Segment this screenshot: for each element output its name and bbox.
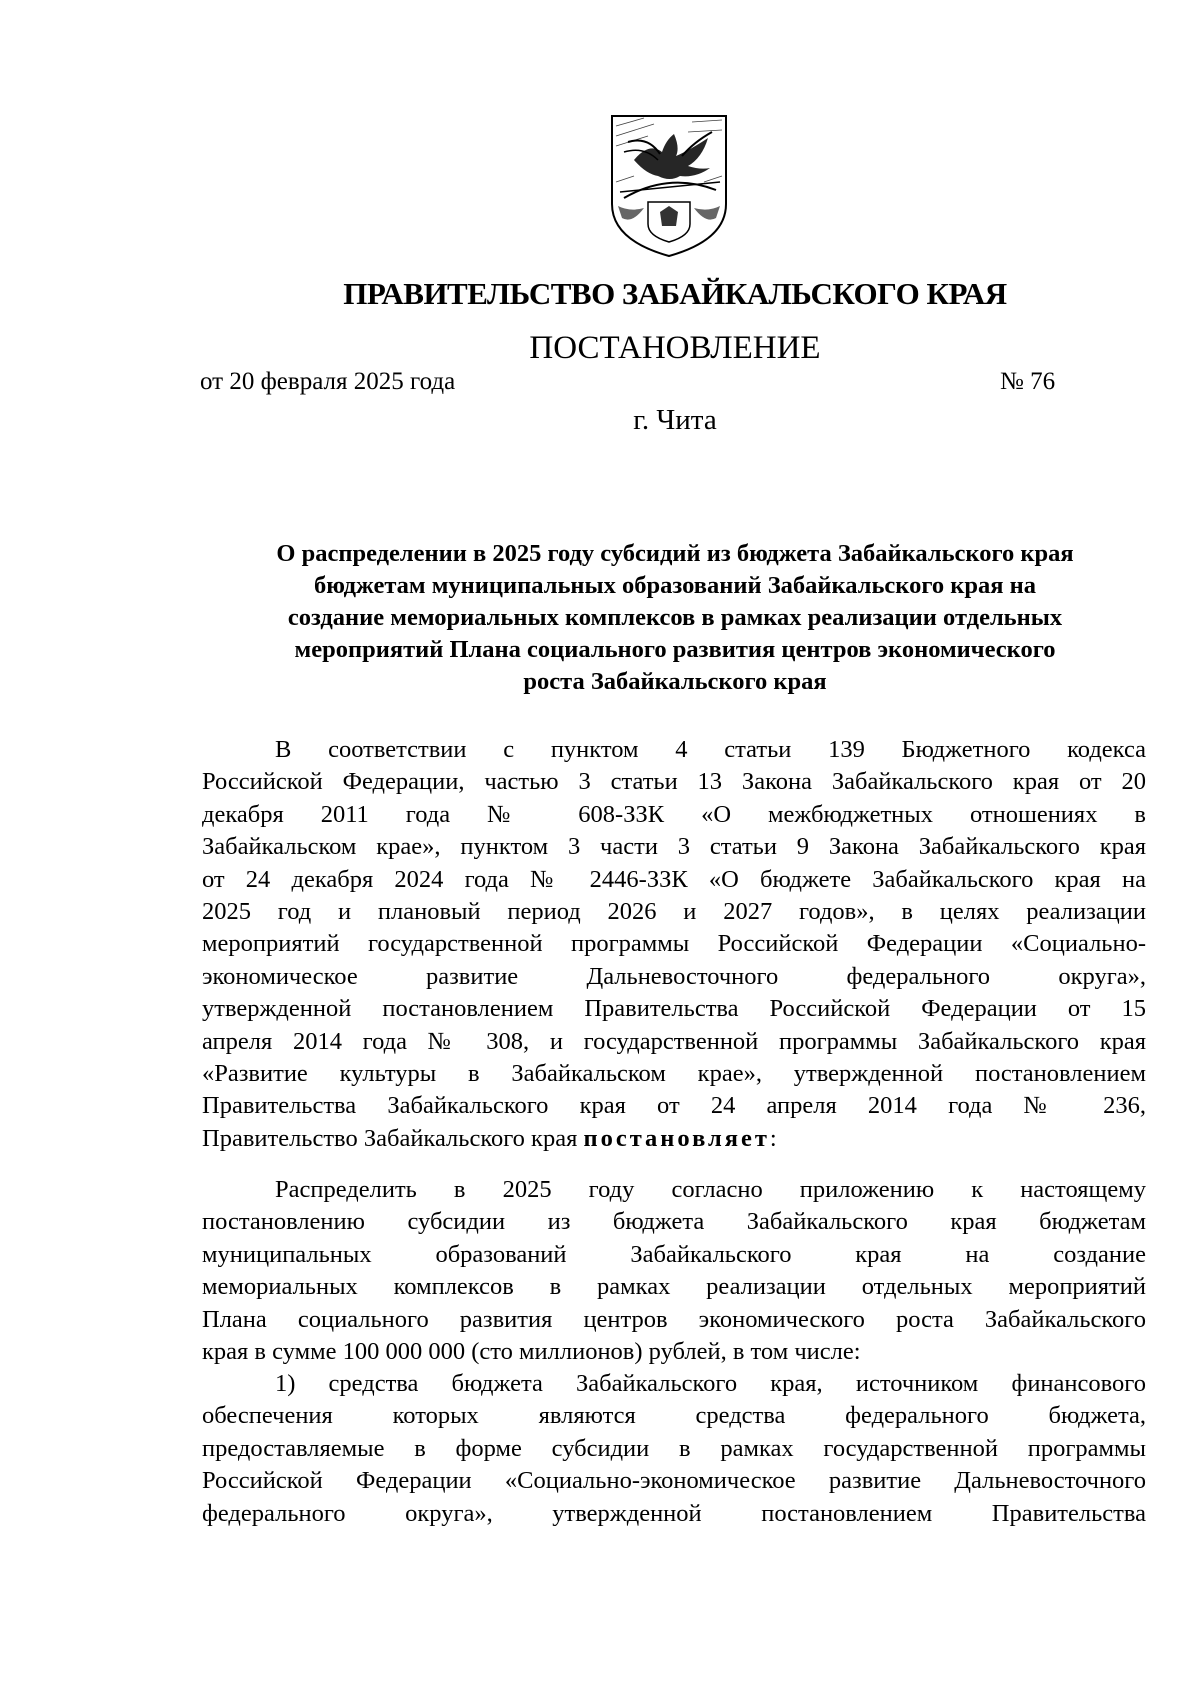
text-line: от 24 декабря 2024 года № 2446-ЗЗК «О бюджете Забайкальского края на bbox=[202, 865, 1146, 893]
paragraph-preamble bbox=[202, 734, 1146, 1155]
decree-verb: постановляет bbox=[583, 1124, 770, 1152]
text-line: Правительства Забайкальского края от 24 апреля 2014 года № 236, bbox=[202, 1092, 1146, 1120]
document-number: № 76 bbox=[1000, 368, 1056, 395]
text-line: 2025 год и плановый период 2026 и 2027 годов», в целях реализации bbox=[202, 897, 1146, 925]
heading-line: создание мемориальных комплексов в рамках реализации отдельных bbox=[287, 604, 1063, 631]
text-line: декабря 2011 года № 608-ЗЗК «О межбюджетных отношениях в bbox=[202, 800, 1146, 828]
heading-line: роста Забайкальского края bbox=[523, 668, 827, 695]
decree-suffix: : bbox=[769, 1124, 777, 1152]
text-line: постановлению субсидии из бюджета Забайкальского края бюджетам bbox=[202, 1208, 1146, 1236]
decree-prefix: Правительство Забайкальского края bbox=[202, 1124, 578, 1152]
text-line: муниципальных образований Забайкальского края на создание bbox=[202, 1240, 1146, 1268]
document-city: г. Чита bbox=[633, 404, 717, 436]
text-line: Плана социального развития центров экономического роста Забайкальского bbox=[202, 1305, 1146, 1333]
document-heading bbox=[200, 538, 1150, 698]
text-line: 1) средства бюджета Забайкальского края, источником финансового bbox=[275, 1370, 1146, 1397]
heading-line: мероприятий Плана социального развития центров экономического bbox=[294, 636, 1056, 663]
document-date: от 20 февраля 2025 года bbox=[200, 368, 456, 395]
text-line: мемориальных комплексов в рамках реализации отдельных мероприятий bbox=[202, 1273, 1146, 1301]
heading-line: бюджетам муниципальных образований Забайкальского края на bbox=[314, 572, 1036, 599]
paragraph-item-1 bbox=[202, 1368, 1146, 1530]
text-line: В соответствии с пунктом 4 статьи 139 Бюджетного кодекса bbox=[275, 736, 1146, 763]
text-line: «Развитие культуры в Забайкальском крае», утвержденной постановлением bbox=[202, 1059, 1146, 1087]
text-line-decree bbox=[202, 1123, 1146, 1155]
text-line: предоставляемые в форме субсидии в рамках государственной программы bbox=[202, 1434, 1146, 1462]
document-type: ПОСТАНОВЛЕНИЕ bbox=[529, 330, 821, 366]
text-line: края в сумме 100 000 000 (сто миллионов) рублей, в том числе: bbox=[202, 1337, 861, 1365]
text-line: обеспечения которых являются средства федерального бюджета, bbox=[202, 1402, 1146, 1430]
emblem-icon bbox=[604, 112, 734, 260]
text-line: Российской Федерации «Социально-экономическое развитие Дальневосточного bbox=[202, 1467, 1146, 1495]
text-line: Российской Федерации, частью 3 статьи 13 Закона Забайкальского края от 20 bbox=[202, 768, 1146, 796]
text-line: утвержденной постановлением Правительства Российской Федерации от 15 bbox=[202, 995, 1146, 1023]
text-line: федерального округа», утвержденной постановлением Правительства bbox=[202, 1499, 1146, 1527]
text-line: Забайкальском крае», пунктом 3 части 3 статьи 9 Закона Забайкальского края bbox=[202, 833, 1146, 861]
paragraph-distribution bbox=[202, 1174, 1146, 1368]
text-line: экономическое развитие Дальневосточного федерального округа», bbox=[202, 962, 1146, 990]
text-line: апреля 2014 года № 308, и государственной программы Забайкальского края bbox=[202, 1027, 1146, 1055]
text-line: мероприятий государственной программы Российской Федерации «Социально- bbox=[202, 930, 1146, 958]
text-line: Распределить в 2025 году согласно приложению к настоящему bbox=[275, 1176, 1146, 1203]
government-title: ПРАВИТЕЛЬСТВО ЗАБАЙКАЛЬСКОГО КРАЯ bbox=[343, 276, 1007, 311]
heading-line: О распределении в 2025 году субсидий из бюджета Забайкальского края bbox=[276, 540, 1074, 567]
